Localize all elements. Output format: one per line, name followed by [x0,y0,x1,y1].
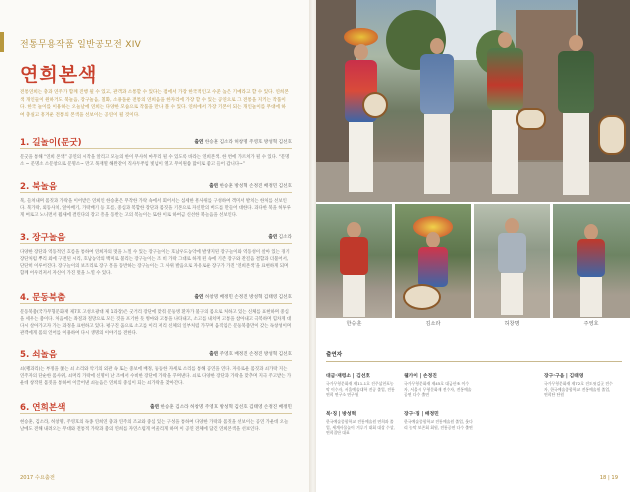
section-divider [20,148,292,149]
performer-figure [551,35,601,200]
portrait-photo [395,204,471,318]
cast-label: 출연 [209,352,219,357]
section-body: 현승훈, 김소라, 허창명, 주영호의 독종 연희연 충과 연주의 조교와 중심 있는 구성을 통하여 다양한 가락과 몸짓을 선보이는 공연 가운데 오늘날에도 전해 내려오는 무대와 전통적 가락과 춤의 연희를 자연스럽게 어울리게 하며 이 공연 전체에 담긴 연희본색을 선보인다. [20,420,289,432]
cast-names: 주영호 배정진 손정진 방성혁 김선호 [219,352,292,357]
cast-names: 허창명 배정민 손정진 방성혁 김태영 김선호 [204,295,292,300]
section-cast [209,351,292,357]
cast-names: 김소라 [278,235,292,240]
section-divider [20,413,292,414]
credit-role: 장구·징 | 배정민 [404,412,439,417]
drum [362,92,388,118]
buk-drum [598,115,626,155]
cast-names: 한승훈 방성혁 손정진 배정민 김선호 [219,184,292,189]
section-cast [194,139,292,145]
credits-title: 출연자 [326,352,343,358]
credit-bio: 국가무형문화재 제11-1호 진주삼천포농악 이수자, 서울예술대학 전공 졸업, 전통연희 연구소 연구원 [326,381,395,398]
section-body: 쇠(꽹과리)는 부정을 쫓는 쇠 소리와 악기의 외관 속 또는 중보에 배정, 둥등한 자세로 소리를 통해 공연을 연다. 자유로운 몸짓과 쇠가락 지는 연주자의 단순한 몸사위, 쇠머리 가락에 신명이 난 조에서 수비한 장단에 가락을 꾸며낸다. 쇠로 다양한 장단과 가락을 맞추며 지극 주고받는 가운데 창작된 몸짓을 통하여 이끌어낸 쇠놀음은 연희의 중심이 되는 쇠가락을 찾아간다. [20,367,292,386]
credit-role: 대금·재령소 | 김선호 [326,374,370,379]
credit-entry [544,372,614,398]
program-section [20,291,292,337]
section-body: 문굿을 통해 “연희 본색” 공연의 시작을 알리고 모놀의 한이 무사히 마무리 될 수 있도록 바라는 연희본색. 한 번에 가르쳐가 될 수 있다. “문명소 ~ 문명소 소문창으로 문명소~ 만고 목재열 해완같이 직사두쭈임 빛넘이 열고 무이원씀 많이로 좋고 들어 갑니다~” [20,155,290,167]
cast-label: 출연 [194,140,204,145]
section-body: 문동북춤(국가무형문화재 제7호 고성오광대 제 1과장)은 굿거리 장단에 맞춰 문둥병 환자가 불구의 몸으로 처하고 있는 신체를 표현하며 중심을 세우는 춤이다. 처음에는 좌절과 절망으로 모든 것을 포기한 듯 병마와 고통을 나타내고, 소고를 내치며 고통을 참아내고 극복하며 힘차게 대 다시 살아가고자 가는 과정을 표현하고 있다. 평구진 움으로 소고를 이리 저리 신체의 일부처럼 가꾸며 움직임은 문둥북춤만이 갖는 독창성이며 관객에게 몸의 언어를 이용하여 다시 생명의 이야기를 전한다. [20,310,292,336]
performer-figure [414,38,460,198]
credit-bio: 한국예술종합학교 전통예술원 연희과 졸업, 세계사물놀이 겨루기 대회 대상 수상, 연희집단 대표 [326,419,395,436]
group-photo [316,0,630,202]
cast-label: 출연 [209,184,219,189]
footer-page-number: 18 | 19 [599,475,618,481]
cast-label: 출연 [150,405,160,410]
credit-entry [404,410,474,430]
cast-names: 한승훈 김소라 허창명 주영호 방성혁 김선호 [204,140,292,145]
portrait-photo [474,204,550,318]
section-cast [209,183,292,189]
page-title: 연희본색 [20,64,98,86]
section-cast [268,234,292,240]
photo-caption: 김소라 [425,321,441,327]
section-cast [194,294,292,300]
credit-bio: 한국예술종합학교 전통예술원 졸업, 웃다리 농악 보존회 회원, 전통공연 다수 출연 [404,419,473,430]
portrait-photo [553,204,630,318]
program-section [20,180,292,219]
section-divider [20,360,292,361]
program-section [20,348,292,387]
page-edge-marker [0,32,4,52]
section-title: 4. 문동북춤 [20,293,66,303]
cast-label: 출연 [268,235,278,240]
credit-entry [326,410,396,436]
janggu-drum [516,108,546,130]
section-cast [150,404,292,410]
credit-bio: 국가무형문화재 제45호 대금산조 이수자, 서울시 무형문화재 전수자, 전통예술 공연 다수 출연 [404,381,472,398]
left-page [0,0,310,492]
section-title: 6. 연희본색 [20,403,66,413]
credit-entry [326,372,396,398]
section-body: 북, 들쳐내며 몸짓과 가락을 이어받은 연희인 한승훈은 무작한 가락 속에서 회어서는 섬세한 흥사위를 구성하여 객미서 발치는 한처를 선보인다. 북가락, 외동사치, 앞아배기, 가락배기 등 흐름, 중심과 복합한 장단과 몸짓을 기본으로 자신만의 버드를 만들어 대한다. 과다한 북을 허투루게 여로고 노니면서 월새에 결린다의 장고 흥을 동반는 고의 복놀이는 또한 이로 하여금 신선한 북놀음을 선보인다. [20,199,292,218]
section-title: 5. 쇠놀음 [20,350,58,360]
credit-role: 웹가이 | 손정진 [404,374,437,379]
program-section [20,136,292,168]
credit-bio: 국가무형문화재 제72호 진도씻김굿 전수자, 한국예술종합학교 전통예술원 졸업, 연희단 단원 [544,381,613,398]
section-title: 3. 장구놀음 [20,233,66,243]
program-section [20,231,292,277]
program-section [20,401,292,433]
photo-caption: 주영호 [583,321,599,327]
intro-paragraph: 전통연희는 충과 연주가 함께 진행 될 수 있고, 관객과 소통할 수 있다는 점에서 가장 한국적인고 수준 높은 기예라고 할 수 있다. 연희본색 개인들이 원하거도 북놀음, 장구놀음, 칠화, 소용돌운 전통의 연희음을 한자리에 가장 할 수 있는 공연으로 그 전통을 지키는 작품이다. 한국 놀이를 이용하는 오늘날에 연희는 다양한 모습으로 작품을 만나 볼 수 있다. 연희에서 가장 기본이 되는 개인놀이를 무대에 하여 충실고 흥겨운 전통의 본색을 선보이는 공연이 될 것이다. [20,90,289,118]
section-divider [20,192,292,193]
series-title: 전통무용작품 일반공모전 XIV [20,40,142,50]
performer-credits [326,350,622,436]
section-title: 2. 북놀음 [20,182,58,192]
photo-caption: 한승훈 [346,321,362,327]
credits-divider [326,361,622,362]
section-divider [20,243,292,244]
credit-entry [404,372,474,398]
section-body: 다양한 장단과 역동적인 흐름을 통하여 연희자의 멋을 느낄 수 있는 장구놀이는 호남우도농악에 발생지된 장구놀이와 역동성이 살아 있는 경기 장단처럼 뿌리 외에 구전된 시리, 호남농악의 백미로 불리는 장구놀이는 조 비 가락 그대로 하게 된 속에 기존 장구와 잔걸음 결합과 더불어서, 단단히 이루어진다. 장구놀이의 보조리로 장구 흥을 동반하는 장구놀이는 그 사위 발음으로 자유로운 장구가 가진 ‘연희본색’을 표현하게 되며 함께 어우러져서 자신이 가진 멋을 느낄 수 있다. [20,250,290,276]
right-page [316,0,630,492]
section-divider [20,303,292,304]
portrait-photo [316,204,392,318]
photo-caption: 허창명 [504,321,520,327]
footer-issue: 2017 수요춤전 [20,475,55,481]
credit-role: 장구·구음 | 김태영 [544,374,584,379]
section-title: 1. 길놀이(문굿) [20,138,82,148]
cast-label: 출연 [194,295,204,300]
credit-role: 북·징 | 방성혁 [326,412,357,417]
cast-names: 한승훈 김소라 허창명 주영호 방성혁 김선호 김태영 손정진 배정민 [160,405,292,410]
